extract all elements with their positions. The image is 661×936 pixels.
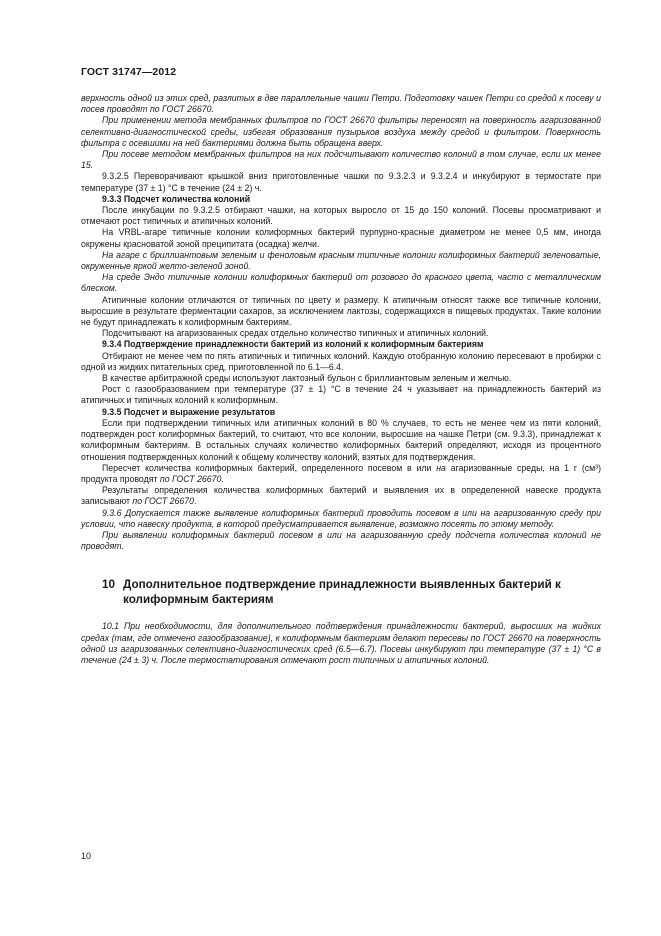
paragraph: 10.1 При необходимости, для дополнительного подтверждения принадлежности бактерий, выросших на жидких средах (там, где отмечено газообразование), к колиформным бактериям делают пересевы по ГОСТ 26670 на поверхность одной из агаризованных селективно-диагностических сред (6.5—6.7). Посевы инкубируют при температуре (37 ± 1) °С в течение (24 ± 3) ч. После термостатирования отмечают рост типичных и атипичных колоний. [81,621,601,665]
paragraph: После инкубации по 9.3.2.5 отбирают чашки, на которых выросло от 15 до 150 колоний. Посевы просматривают и отмечают рост типичных и атипичных колоний. [81,205,601,227]
text-run: агаризованные среды, на 1 г (см³) продукта проводят [81,462,601,484]
paragraph: 9.3.2.5 Переворачивают крышкой вниз приготовленные чашки по 9.3.2.3 и 9.3.2.4 и инкубируют в термостате при температуре (37 ± 1) °С в течение (24 ± 2) ч. [81,171,601,193]
text-run: Результаты определения количества колиформных бактерий и выявления их в определенной навеске продукта записывают [81,485,601,507]
paragraph: 9.3.6 Допускается также выявление колиформных бактерий проводить посевом в или на агаризованную среду при условии, что навеску продукта, в которой предусматривается выявление, возможно посеять по этому методу. [81,507,601,529]
subsection-heading: 9.3.5 Подсчет и выражение результатов [102,406,276,417]
paragraph: На агаре с бриллиантовым зеленым и феноловым красным типичные колонии колиформных бактерий зеленоватые, окруженные яркой желто-зеленой зоной. [81,249,601,272]
text-run: Пересчет количества колиформных бактерий, определенного посевом в или [102,462,437,473]
paragraph: При посеве методом мембранных фильтров на них подсчитывают количество колоний в том случае, если их менее 15. [81,149,601,171]
paragraph: Атипичные колонии отличаются от типичных по цвету и размеру. К атипичным относят также все типичные колонии, выросшие в результате ферментации сахаров, за исключением лактозы, содержащихся в пищевых продуктах. Такие колонии не будут принадлежать к колиформным бактериям. [81,294,601,328]
paragraph: верхность одной из этих сред, разлитых в две параллельные чашки Петри. Подготовку чашек Петри со средой к посеву и посев проводят по ГОСТ 26670. [81,93,601,115]
text-run: по ГОСТ 26670 [132,496,194,507]
paragraph: На среде Эндо типичные колонии колиформных бактерий от розового до красного цвета, часто с металлическим блеском. [81,272,601,294]
text-run: на [436,462,446,473]
paragraph: При выявлении колиформных бактерий посевом в или на агаризованную среду подсчета количества колоний не проводят. [81,529,601,552]
paragraph [81,485,601,507]
section-title: Дополнительное подтверждение принадлежности выявленных бактерий к колиформным бактериям [123,578,561,606]
subsection-heading: 9.3.4 Подтверждение принадлежности бактерий из колоний к колиформным бактериям [102,339,484,350]
subsection-heading: 9.3.3 Подсчет количества колоний [102,193,251,204]
paragraph [81,463,601,485]
paragraph: Подсчитывают на агаризованных средах отдельно количество типичных и атипичных колоний. [102,328,489,339]
paragraph: Рост с газообразованием при температуре (37 ± 1) °С в течение 24 ч указывает на принадлежность бактерий из атипичных и типичных колоний к колиформным. [81,384,601,406]
paragraph: Отбирают не менее чем по пять атипичных и типичных колоний. Каждую отобранную колонию пересевают в пробирки с одной из жидких питательных сред, приготовленной по 6.1—6.4. [81,350,601,372]
document-body [81,93,601,666]
text-run: . [221,473,224,484]
paragraph: При применении метода мембранных фильтров по ГОСТ 26670 фильтры переносят на поверхность агаризованной селективно-диагностической среды, избегая образования пузырьков воздуха между средой и фильтром. Поверхность фильтра с осевшими на ней бактериями должна быть обращена вверх. [81,115,601,148]
text-run: . [193,496,197,507]
paragraph: Если при подтверждении типичных или атипичных колоний в 80 % случаев, то есть не менее чем из пяти колоний, подтвержден рост колиформных бактерий, то считают, что все колонии, выросшие на чашке Петри (см. 9.3.3), принадлежат к колиформным бактериям. В остальных случаях количество колиформных бактерий определяют, исходя из процентного отношения подтвержденных колоний к общему количеству колоний, взятых для подтверждения. [81,417,601,462]
paragraph: На VRBL-агаре типичные колонии колиформных бактерий пурпурно-красные диаметром не менее 0,5 мм, иногда окружены красноватой зоной преципитата (осадка) желчи. [81,227,601,249]
text-run: по ГОСТ 26670 [159,473,222,484]
page-header: ГОСТ 31747—2012 [81,66,177,78]
page-number: 10 [81,851,92,861]
section-heading [102,578,601,607]
paragraph: В качестве арбитражной среды используют лактозный бульон с бриллиантовым зеленым и желчью. [102,373,512,384]
section-number: 10 [102,578,116,592]
